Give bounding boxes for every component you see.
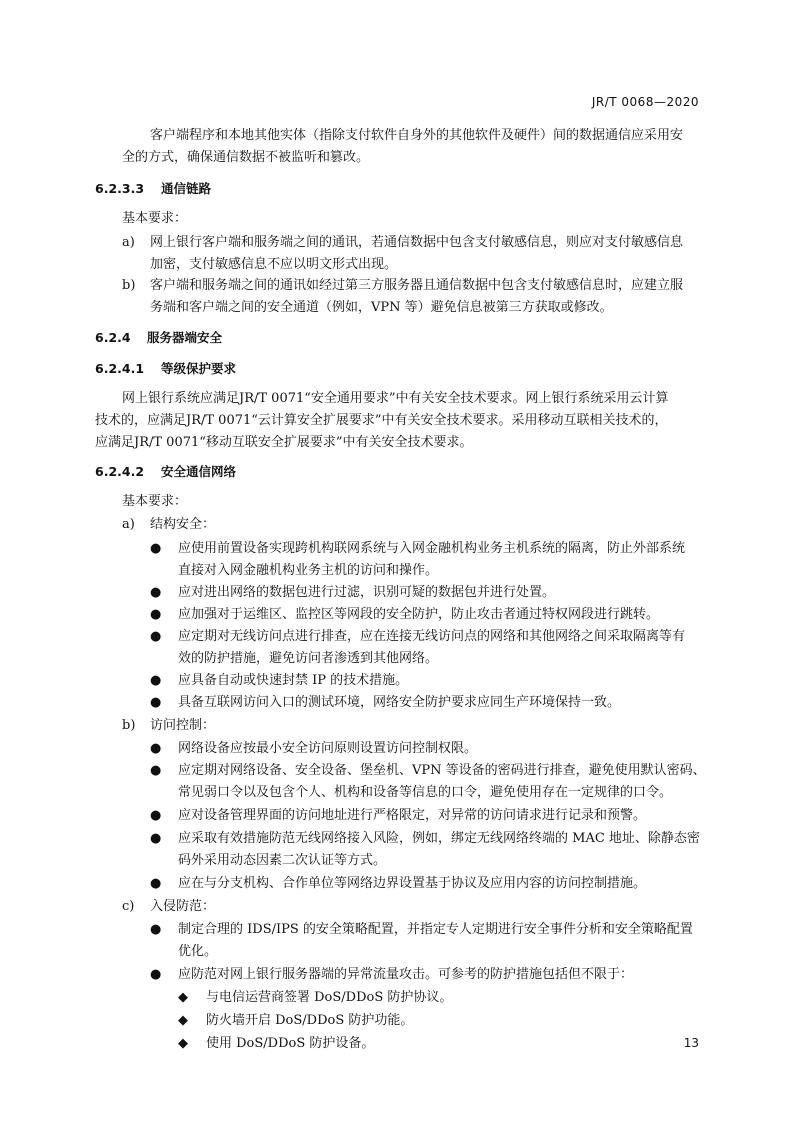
bullet-icon: ● <box>150 763 162 778</box>
diamond-icon: ◆ <box>178 1013 188 1028</box>
c-sub-item-3: 使用 DoS/DDoS 防护设备。 <box>206 1036 375 1051</box>
intro-line-1: 客户端程序和本地其他实体（指除支付软件自身外的其他软件及硬件）间的数据通信应采用安 <box>150 128 684 143</box>
a-item-3: 应加强对于运维区、监控区等网段的安全防护，防止攻击者通过特权网段进行跳转。 <box>178 607 660 622</box>
a-item-6: 具备互联网访问入口的测试环境，网络安全防护要求应同生产环境保持一致。 <box>178 695 621 710</box>
heading-title: 等级保护要求 <box>161 361 237 376</box>
bullet-icon: ● <box>150 922 162 937</box>
b-item-5: 应在与分支机构、合作单位等网络边界设置基于协议及应用内容的访问控制措施。 <box>178 876 647 891</box>
bullet-icon: ● <box>150 541 162 556</box>
diamond-icon: ◆ <box>178 990 188 1005</box>
heading-number: 6.2.4 <box>95 330 131 345</box>
bullet-icon: ● <box>150 741 162 756</box>
b-item-2-line-2: 常见弱口令以及包含个人、机构和设备等信息的口令，避免使用存在一定规律的口令。 <box>178 785 673 800</box>
heading-title: 服务器端安全 <box>147 330 223 345</box>
para-6-2-4-1-line-2: 技术的，应满足JR/T 0071“云计算安全扩展要求”中有关安全技术要求。采用移动互联相关技术的， <box>95 413 668 428</box>
heading-number: 6.2.4.2 <box>95 464 145 479</box>
diamond-icon: ◆ <box>178 1036 188 1051</box>
heading-title: 安全通信网络 <box>161 464 237 479</box>
c-item-1-line-1: 制定合理的 IDS/IPS 的安全策略配置，并指定专人定期进行安全事件分析和安全策略配置 <box>178 922 693 937</box>
basic-requirements-label: 基本要求： <box>122 211 188 226</box>
bullet-icon: ● <box>150 607 162 622</box>
bullet-icon: ● <box>150 967 162 982</box>
page-number: 13 <box>683 1036 699 1050</box>
list-marker-a: a) <box>122 517 135 532</box>
a-item-1-line-2: 直接对入网金融机构业务主机的访问和操作。 <box>178 563 439 578</box>
structure-security-title: 结构安全： <box>150 517 216 532</box>
a-item-2: 应对进出网络的数据包进行过滤，识别可疑的数据包并进行处置。 <box>178 585 556 600</box>
list-marker-b: b) <box>122 278 136 293</box>
b-item-4-line-1: 应采取有效措施防范无线网络接入风险，例如，绑定无线网络终端的 MAC 地址、除静态密 <box>178 831 700 846</box>
list-marker-b: b) <box>122 718 136 733</box>
bullet-icon: ● <box>150 673 162 688</box>
item-b-line-2: 务端和客户端之间的安全通道（例如，VPN 等）避免信息被第三方获取或修改。 <box>150 300 613 315</box>
b-item-1: 网络设备应按最小安全访问原则设置访问控制权限。 <box>178 741 478 756</box>
c-sub-item-2: 防火墙开启 DoS/DDoS 防护功能。 <box>206 1013 414 1028</box>
para-6-2-4-1-line-1: 网上银行系统应满足JR/T 0071“安全通用要求”中有关安全技术要求。网上银行系统采用云计算 <box>122 391 669 406</box>
bullet-icon: ● <box>150 585 162 600</box>
heading-number: 6.2.3.3 <box>95 181 145 196</box>
heading-6-2-3-3 <box>95 178 211 200</box>
a-item-4-line-1: 应定期对无线访问点进行排查，应在连接无线访问点的网络和其他网络之间采取隔离等有 <box>178 629 686 644</box>
bullet-icon: ● <box>150 831 162 846</box>
bullet-icon: ● <box>150 876 162 891</box>
c-item-2: 应防范对网上银行服务器端的异常流量攻击。可参考的防护措施包括但不限于： <box>178 967 634 982</box>
b-item-2-line-1: 应定期对网络设备、安全设备、堡垒机、VPN 等设备的密码进行排查，避免使用默认密码、 <box>178 763 706 778</box>
standard-code-header: JR/T 0068—2020 <box>591 95 699 109</box>
heading-number: 6.2.4.1 <box>95 361 145 376</box>
item-b-line-1: 客户端和服务端之间的通讯如经过第三方服务器且通信数据中包含支付敏感信息时，应建立服 <box>150 278 684 293</box>
b-item-4-line-2: 码外采用动态因素二次认证等方式。 <box>178 853 387 868</box>
heading-6-2-4-1 <box>95 358 236 380</box>
list-marker-c: c) <box>122 899 135 914</box>
bullet-icon: ● <box>150 629 162 644</box>
a-item-1-line-1: 应使用前置设备实现跨机构联网系统与入网金融机构业务主机系统的隔离，防止外部系统 <box>178 541 686 556</box>
c-item-1-line-2: 优化。 <box>178 944 218 959</box>
para-6-2-4-1-line-3: 应满足JR/T 0071“移动互联安全扩展要求”中有关安全技术要求。 <box>95 435 473 450</box>
heading-6-2-4 <box>95 327 222 349</box>
a-item-4-line-2: 效的防护措施，避免访问者渗透到其他网络。 <box>178 651 439 666</box>
heading-title: 通信链路 <box>161 181 212 196</box>
access-control-title: 访问控制： <box>150 718 216 733</box>
b-item-3: 应对设备管理界面的访问地址进行严格限定，对异常的访问请求进行记录和预警。 <box>178 808 647 823</box>
item-a-line-1: 网上银行客户端和服务端之间的通讯，若通信数据中包含支付敏感信息，则应对支付敏感信息 <box>150 235 684 250</box>
bullet-icon: ● <box>150 808 162 823</box>
c-sub-item-1: 与电信运营商签署 DoS/DDoS 防护协议。 <box>206 990 453 1005</box>
heading-6-2-4-2 <box>95 461 236 483</box>
list-marker-a: a) <box>122 235 135 250</box>
a-item-5: 应具备自动或快速封禁 IP 的技术措施。 <box>178 673 409 688</box>
bullet-icon: ● <box>150 695 162 710</box>
basic-requirements-label: 基本要求： <box>122 494 188 509</box>
intrusion-prevention-title: 入侵防范： <box>150 899 216 914</box>
intro-line-2: 全的方式，确保通信数据不被监听和篡改。 <box>122 150 370 165</box>
item-a-line-2: 加密，支付敏感信息不应以明文形式出现。 <box>150 257 398 272</box>
